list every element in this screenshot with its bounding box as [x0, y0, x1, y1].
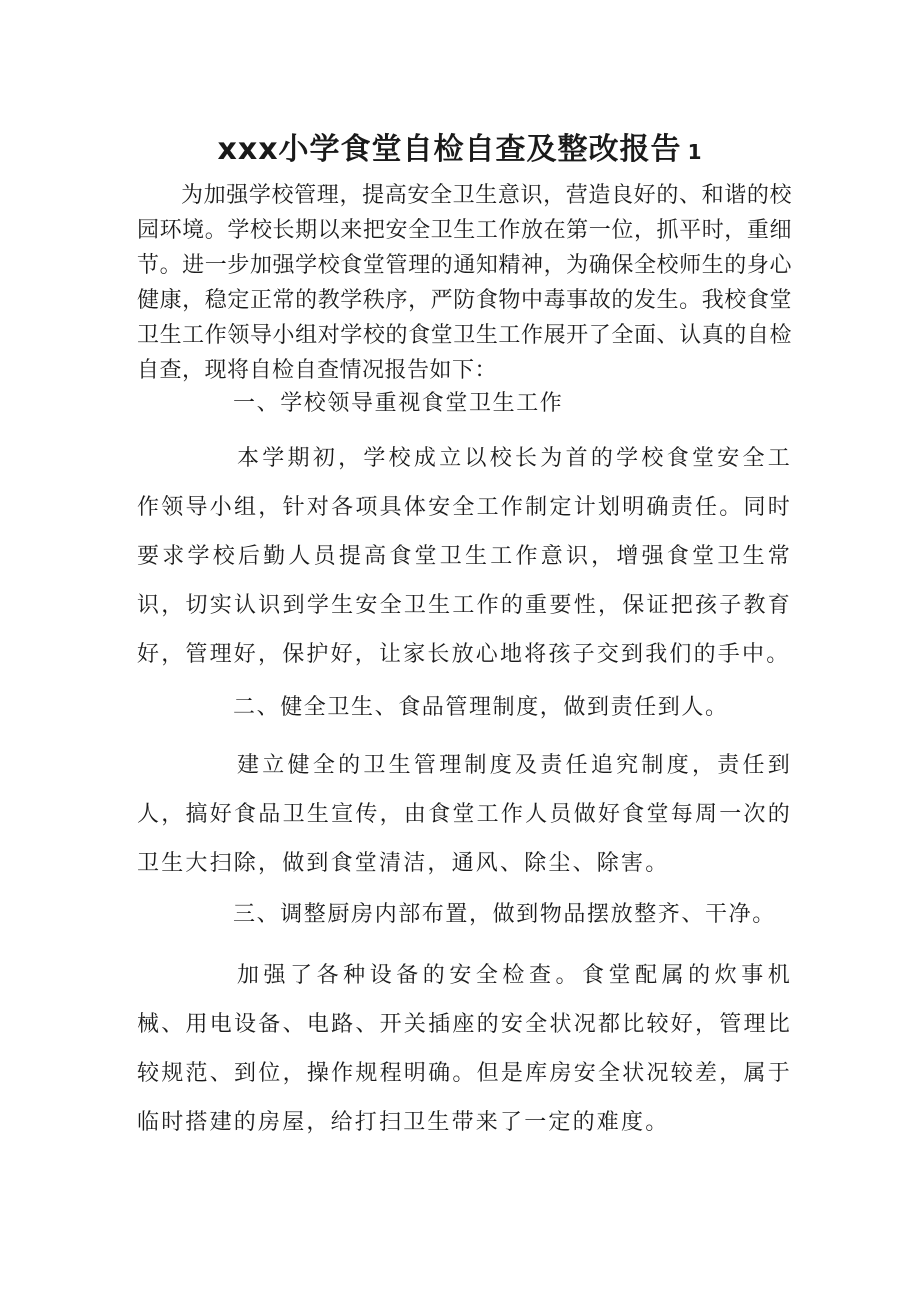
- section-heading-3: 三、调整厨房内部布置，做到物品摆放整齐、干净。: [233, 902, 776, 927]
- title-number: 1: [687, 140, 703, 164]
- section-heading-1: 一、学校领导重视食堂卫生工作: [233, 391, 564, 416]
- document-title: [0, 128, 920, 174]
- intro-paragraph: 为加强学校管理，提高安全卫生意识，营造良好的、和谐的校园环境。学校长期以来把安全卫生工作放在第一位，抓平时，重细节。进一步加强学校食堂管理的通知精神，为确保全校师生的身心健康，稳定正常的教学秩序，严防食物中毒事故的发生。我校食堂卫生工作领导小组对学校的食堂卫生工作展开了全面、认真的自检自查，现将自检自查情况报告如下：: [137, 183, 792, 383]
- section-paragraph-1: 本学期初，学校成立以校长为首的学校食堂安全工作领导小组，针对各项具体安全工作制定计划明确责任。同时要求学校后勤人员提高食堂卫生工作意识，增强食堂卫生常识，切实认识到学生安全卫生工作的重要性，保证把孩子教育好，管理好，保护好，让家长放心地将孩子交到我们的手中。: [137, 446, 792, 667]
- section-paragraph-2: 建立健全的卫生管理制度及责任追究制度，责任到人，搞好食品卫生宣传，由食堂工作人员做好食堂每周一次的卫生大扫除，做到食堂清洁，通风、除尘、除害。: [137, 753, 792, 876]
- title-text: xxx小学食堂自检自查及整改报告: [217, 132, 682, 167]
- section-heading-2: 二、健全卫生、食品管理制度，做到责任到人。: [233, 695, 729, 720]
- section-paragraph-3: 加强了各种设备的安全检查。食堂配属的炊事机械、用电设备、电路、开关插座的安全状况都比较好，管理比较规范、到位，操作规程明确。但是库房安全状况较差，属于临时搭建的房屋，给打扫卫生带来了一定的难度。: [137, 963, 792, 1135]
